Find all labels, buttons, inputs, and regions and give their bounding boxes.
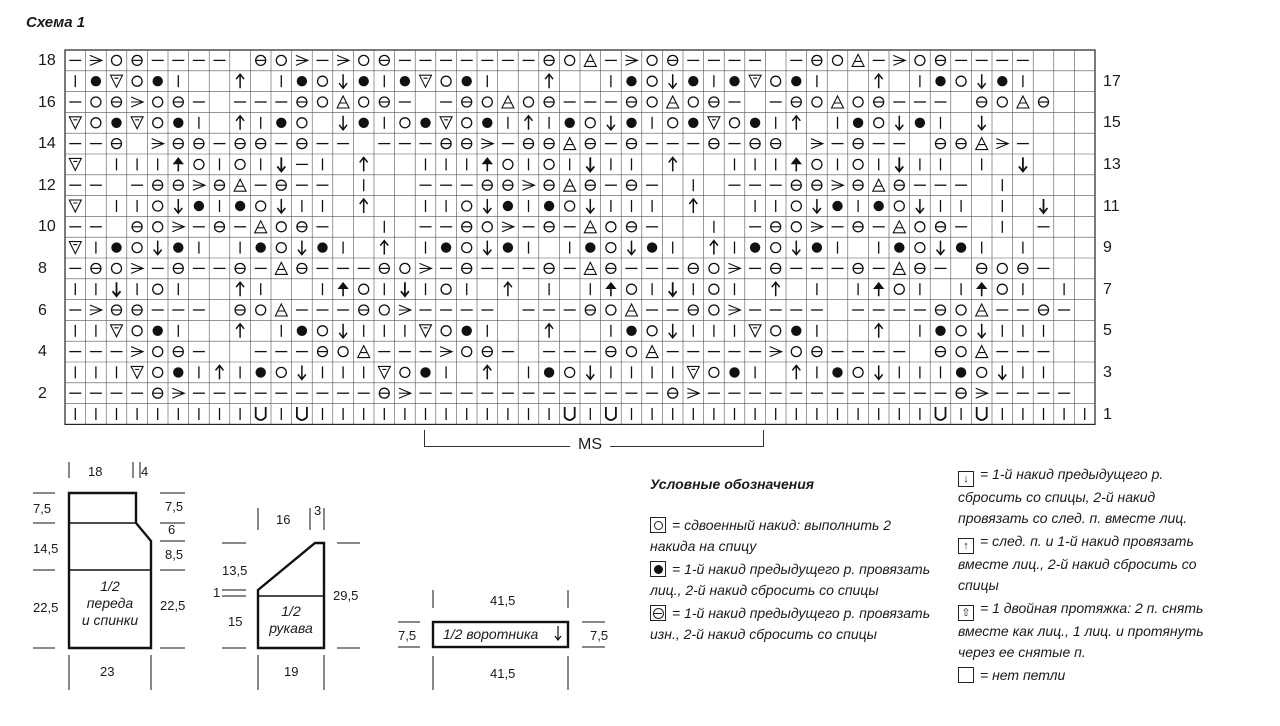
body-right-2: 6 (168, 522, 176, 537)
theta-icon (650, 605, 666, 621)
sleeve-left-2: 1 (213, 585, 221, 600)
sleeve-left-1: 13,5 (222, 563, 248, 578)
sleeve-top-narrow: 3 (314, 503, 322, 518)
row-number-right: 3 (1103, 364, 1112, 381)
row-number-right: 5 (1103, 322, 1112, 340)
legend-item: = нет петли (958, 665, 1228, 686)
sleeve-right-1: 29,5 (333, 588, 359, 603)
collar-label: 1/2 воротника (443, 626, 539, 642)
row-number-left: 14 (38, 135, 56, 153)
row-number-left: 16 (38, 93, 56, 111)
ms-label: MS (570, 436, 610, 454)
collar-right: 7,5 (590, 628, 609, 643)
sleeve-label: 1/2 рукава (269, 603, 313, 636)
sleeve-left-3: 15 (228, 614, 243, 629)
collar-arrow-icon (555, 626, 561, 640)
legend-item: ↑ = след. п. и 1-й накид провязать вместе лиц., 2-й накид сбросить со спицы (958, 533, 1197, 593)
chart-title: Схема 1 (26, 14, 86, 31)
body-top-width: 18 (88, 464, 103, 479)
collar-bottom: 41,5 (490, 666, 516, 681)
row-number-left: 6 (38, 301, 47, 319)
row-number-left: 10 (38, 218, 56, 236)
row-number-right: 7 (1103, 280, 1112, 298)
body-right-1: 7,5 (165, 499, 184, 514)
body-left-2: 14,5 (33, 541, 59, 556)
legend-item: = 1-й накид предыдущего р. провязать лиц., 2-й накид сбросить со спицы (650, 561, 931, 598)
row-number-right: 9 (1103, 239, 1112, 257)
legend-item: ↓ = 1-й накид предыдущего р. сбросить со спицы, 2-й накид провязать со след. п. вместе лиц. (958, 466, 1188, 526)
legend-item: = сдвоенный накид: выполнить 2 накида на спицу (650, 517, 892, 554)
row-number-left: 18 (38, 52, 56, 69)
filled-dot-icon (650, 561, 666, 577)
down-arrow-icon: ↓ (958, 471, 974, 487)
row-number-right: 17 (1103, 72, 1121, 90)
body-left-3: 22,5 (33, 600, 59, 615)
row-number-left: 2 (38, 384, 47, 402)
legend-heading: Условные обозначения (650, 476, 815, 492)
legend-left (650, 474, 940, 647)
body-label: 1/2 переда и спинки (81, 578, 139, 628)
body-right-4: 22,5 (160, 598, 186, 613)
collar-top: 41,5 (490, 593, 516, 608)
sleeve-bottom: 19 (284, 664, 299, 679)
circle-icon (650, 517, 666, 533)
row-number-left: 4 (38, 343, 47, 361)
legend-item: ⇧ = 1 двойная протяжка: 2 п. снять вместе как лиц., 1 лиц. и протянуть через ее снятые п. (958, 600, 1204, 660)
row-number-right: 13 (1103, 156, 1121, 173)
legend-item: = 1-й накид предыдущего р. провязать изн., 2-й накид сбросить со спицы (650, 605, 931, 642)
collar-left: 7,5 (398, 628, 417, 643)
body-top-narrow: 4 (141, 464, 149, 479)
body-right-3: 8,5 (165, 547, 184, 562)
row-number-right: 1 (1103, 405, 1112, 423)
row-number-right: 11 (1103, 197, 1120, 215)
row-number-left: 8 (38, 260, 47, 277)
body-bottom: 23 (100, 664, 115, 679)
double-decrease-icon: ⇧ (958, 605, 974, 621)
sleeve-top-width: 16 (276, 512, 291, 527)
up-arrow-icon: ↑ (958, 538, 974, 554)
empty-square-icon (958, 667, 974, 683)
row-number-left: 12 (38, 176, 56, 194)
body-left-1: 7,5 (33, 501, 52, 516)
legend-right (958, 464, 1228, 688)
row-number-right: 15 (1103, 114, 1121, 132)
